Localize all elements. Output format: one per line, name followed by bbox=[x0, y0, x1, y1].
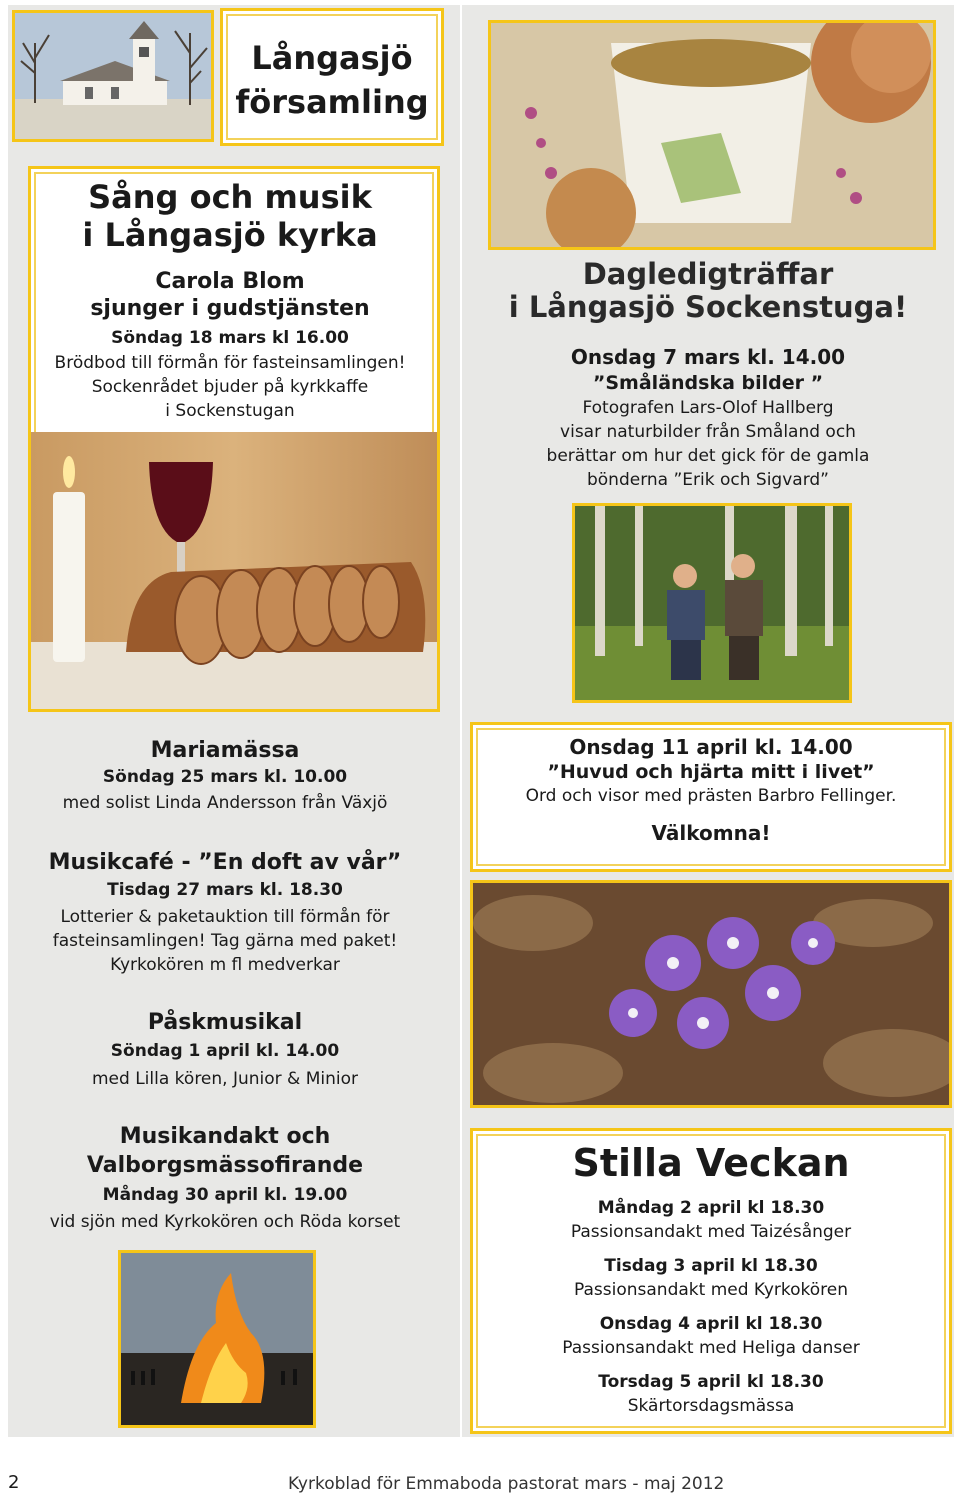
dag-text-line4: bönderna ”Erik och Sigvard” bbox=[586, 470, 829, 490]
dag-theme: ”Småländska bilder ” bbox=[592, 372, 824, 394]
maria-section bbox=[20, 738, 430, 815]
farmers-photo bbox=[572, 503, 852, 703]
church-photo bbox=[12, 10, 214, 142]
april-text: Ord och visor med prästen Barbro Fellinger. bbox=[525, 786, 897, 806]
april-section bbox=[472, 734, 950, 846]
dag-title-line2: i Långasjö Sockenstuga! bbox=[508, 290, 908, 324]
sang-text-line2: Sockenrådet bjuder på kyrkkaffe bbox=[91, 377, 369, 397]
cafe-text-line3: Kyrkokören m fl medverkar bbox=[110, 955, 340, 975]
cafe-text-line2: fasteinsamlingen! Tag gärna med paket! bbox=[52, 931, 398, 951]
sang-performer: Carola Blom bbox=[155, 269, 305, 294]
stilla-title: Stilla Veckan bbox=[572, 1141, 850, 1185]
dag-section bbox=[470, 258, 946, 492]
pask-text: med Lilla kören, Junior & Minior bbox=[92, 1069, 358, 1089]
stilla-item bbox=[472, 1370, 950, 1418]
cafe-section bbox=[20, 850, 430, 977]
stilla-item bbox=[472, 1196, 950, 1244]
bonfire-photo bbox=[118, 1250, 316, 1428]
valb-date: Måndag 30 april kl. 19.00 bbox=[102, 1185, 348, 1205]
valb-text: vid sjön med Kyrkokören och Röda korset bbox=[49, 1212, 401, 1232]
dag-text-line2: visar naturbilder från Småland och bbox=[560, 422, 856, 442]
cafe-date: Tisdag 27 mars kl. 18.30 bbox=[107, 880, 343, 900]
pask-section bbox=[20, 1010, 430, 1091]
sang-date: Söndag 18 mars kl 16.00 bbox=[111, 328, 349, 348]
page-title-line2: församling bbox=[235, 83, 429, 121]
april-theme: ”Huvud och hjärta mitt i livet” bbox=[547, 761, 875, 783]
pask-title: Påskmusikal bbox=[147, 1010, 303, 1035]
sang-text-line3: i Sockenstugan bbox=[165, 401, 295, 421]
valb-title-line2: Valborgsmässofirande bbox=[86, 1153, 364, 1178]
stilla-item bbox=[472, 1254, 950, 1302]
valb-title-line1: Musikandakt och bbox=[119, 1124, 331, 1149]
stilla-item-desc: Passionsandakt med Taizésånger bbox=[570, 1222, 852, 1242]
sang-title-line1: Sång och musik bbox=[88, 178, 372, 216]
dag-date: Onsdag 7 mars kl. 14.00 bbox=[570, 345, 846, 369]
maria-title: Mariamässa bbox=[150, 738, 300, 763]
stilla-item-date: Torsdag 5 april kl 18.30 bbox=[598, 1372, 824, 1392]
stilla-item-date: Onsdag 4 april kl 18.30 bbox=[599, 1314, 823, 1334]
dag-title-line1: Dagledigträffar bbox=[582, 257, 834, 291]
sang-section bbox=[30, 178, 430, 423]
maria-date: Söndag 25 mars kl. 10.00 bbox=[102, 767, 348, 787]
stilla-item-date: Tisdag 3 april kl 18.30 bbox=[604, 1256, 818, 1276]
pask-date: Söndag 1 april kl. 14.00 bbox=[110, 1041, 340, 1061]
sang-title-line2: i Långasjö kyrka bbox=[82, 216, 378, 254]
dag-text-line1: Fotografen Lars-Olof Hallberg bbox=[582, 398, 834, 418]
bread-wine-photo bbox=[31, 432, 437, 709]
stilla-item-desc: Skärtorsdagsmässa bbox=[627, 1396, 795, 1416]
stilla-item-desc: Passionsandakt med Kyrkokören bbox=[574, 1280, 848, 1300]
cafe-text-line1: Lotterier & paketauktion till förmån för bbox=[60, 907, 390, 927]
footer-text: Kyrkoblad för Emmaboda pastorat mars - maj 2012 bbox=[288, 1474, 725, 1494]
stilla-item bbox=[472, 1312, 950, 1360]
page-title bbox=[220, 36, 444, 124]
valb-section bbox=[20, 1122, 430, 1234]
stilla-item-desc: Passionsandakt med Heliga danser bbox=[562, 1338, 860, 1358]
coffee-photo bbox=[488, 20, 936, 250]
stilla-item-date: Måndag 2 april kl 18.30 bbox=[597, 1198, 825, 1218]
dag-text-line3: berättar om hur det gick för de gamla bbox=[546, 446, 870, 466]
cafe-title: Musikcafé - ”En doft av vår” bbox=[48, 850, 402, 875]
sang-text-line1: Brödbod till förmån för fasteinsamlingen! bbox=[54, 353, 406, 373]
flowers-photo bbox=[470, 880, 952, 1108]
april-welcome: Välkomna! bbox=[651, 821, 771, 845]
april-date: Onsdag 11 april kl. 14.00 bbox=[569, 735, 853, 759]
stilla-section bbox=[472, 1138, 950, 1418]
maria-text: med solist Linda Andersson från Växjö bbox=[62, 793, 388, 813]
sang-performer-desc: sjunger i gudstjänsten bbox=[90, 296, 370, 321]
footer-page-number: 2 bbox=[8, 1472, 20, 1493]
page-title-line1: Långasjö bbox=[251, 39, 413, 77]
